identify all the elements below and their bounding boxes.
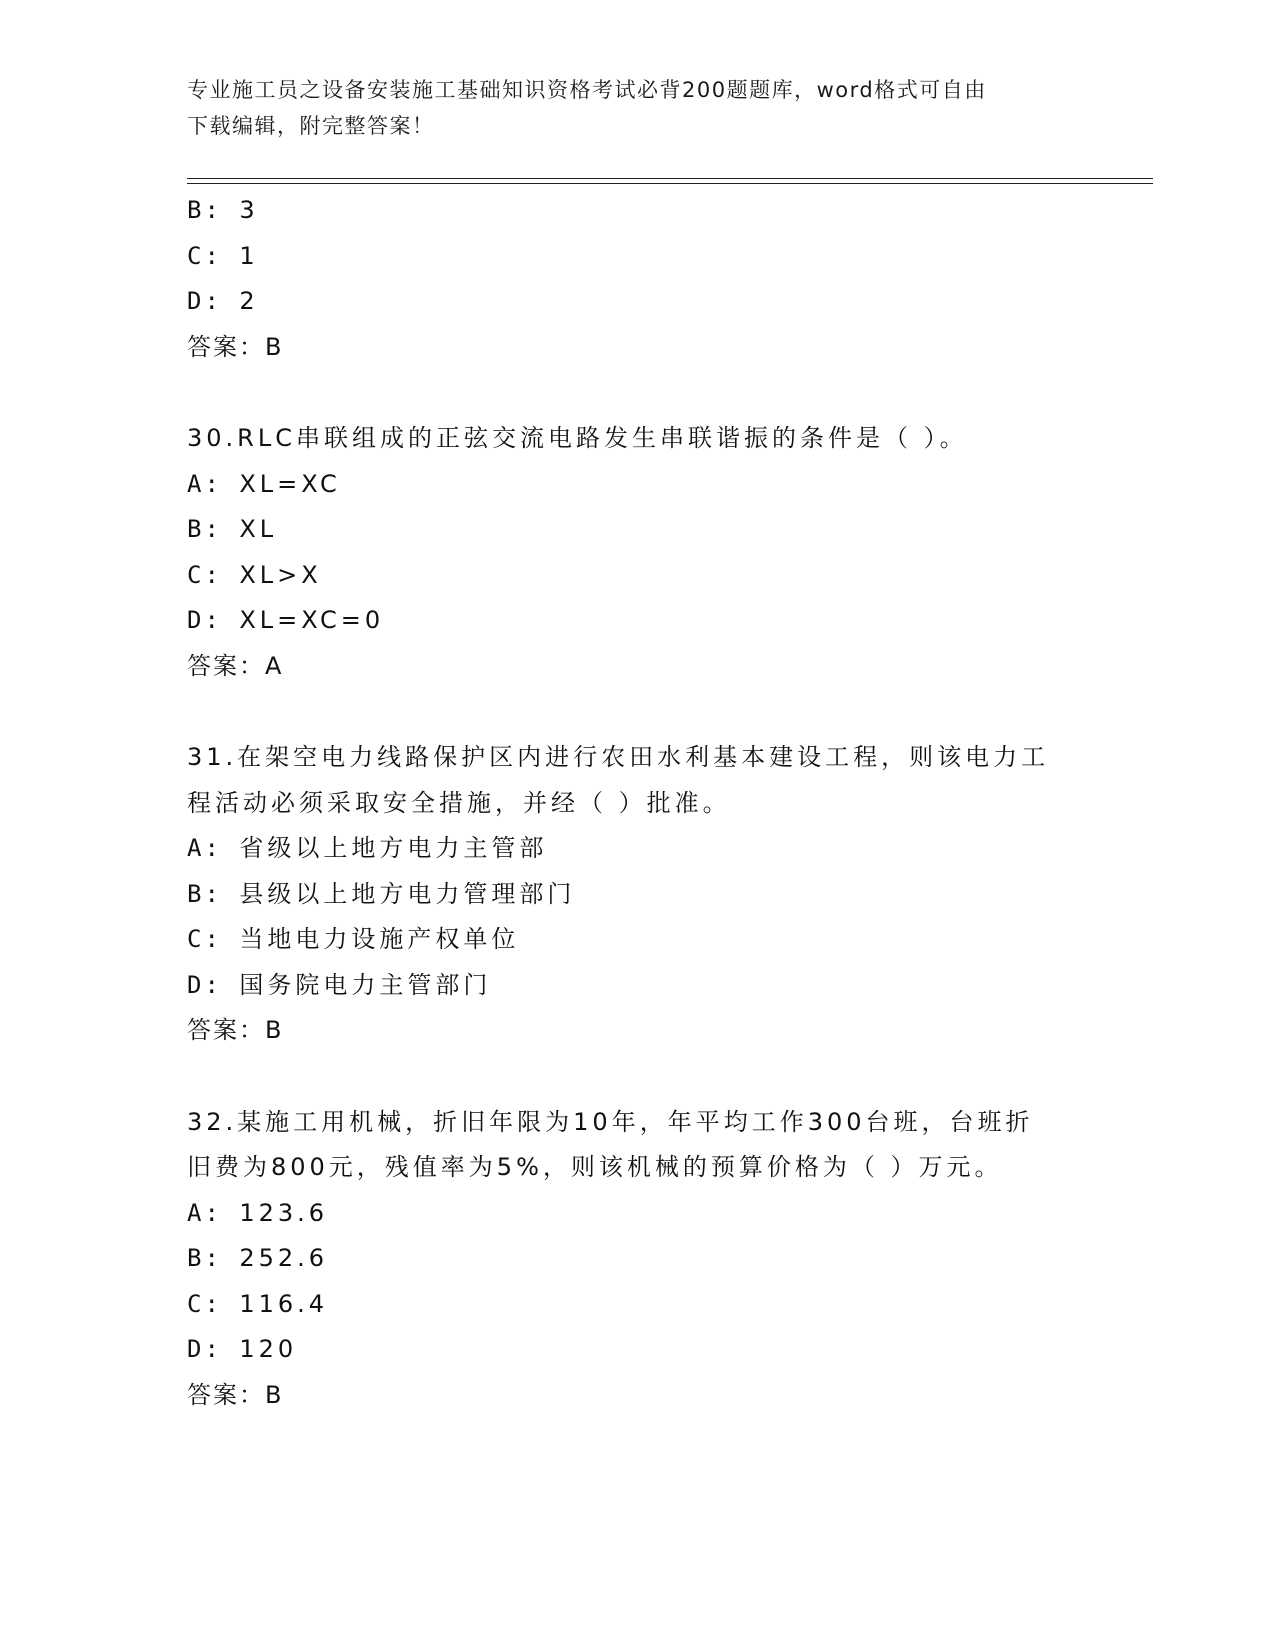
option-key: A: <box>187 1198 222 1227</box>
option-key: A: <box>187 469 222 498</box>
answer-line: 答案：A <box>187 651 284 680</box>
option-text: 国务院电力主管部门 <box>239 970 492 999</box>
option-key: C: <box>187 241 222 270</box>
option-line <box>187 917 1087 963</box>
option-line <box>187 553 1087 599</box>
option-line <box>187 1191 1087 1237</box>
option-line <box>187 188 1087 234</box>
option-key: B: <box>187 879 222 908</box>
option-key: C: <box>187 1289 222 1318</box>
question-stem: 30.RLC串联组成的正弦交流电路发生串联谐振的条件是（ ）。 <box>187 424 968 452</box>
option-key: C: <box>187 925 222 953</box>
option-key: D: <box>187 287 222 315</box>
option-text: 县级以上地方电力管理部门 <box>239 879 576 908</box>
option-text: 252.6 <box>239 1244 329 1272</box>
header-line-1: 专业施工员之设备安装施工基础知识资格考试必背200题题库，word格式可自由 <box>187 78 987 102</box>
option-line <box>187 1236 1087 1282</box>
option-text: 3 <box>239 196 259 224</box>
option-text: XL=XC=0 <box>239 606 385 634</box>
answer-line: 答案：B <box>187 1016 284 1044</box>
question-stem: 32.某施工用机械，折旧年限为10年，年平均工作300台班，台班折 <box>187 1107 1034 1136</box>
document-header <box>187 72 1087 144</box>
answer-line: 答案：B <box>187 1380 284 1409</box>
question-block-previous <box>187 188 1087 370</box>
option-text: 123.6 <box>239 1198 329 1227</box>
option-key: C: <box>187 560 222 589</box>
option-line <box>187 1327 1087 1373</box>
option-text: 116.4 <box>239 1289 329 1318</box>
option-text: XL <box>239 515 278 543</box>
option-line <box>187 507 1087 553</box>
option-line <box>187 963 1087 1009</box>
option-key: D: <box>187 1335 222 1363</box>
header-rule-top <box>187 178 1153 179</box>
option-key: D: <box>187 606 222 634</box>
question-block-30 <box>187 416 1087 689</box>
option-key: B: <box>187 196 222 224</box>
option-line <box>187 462 1087 508</box>
question-stem: 31.在架空电力线路保护区内进行农田水利基本建设工程，则该电力工 <box>187 743 1050 771</box>
option-key: B: <box>187 515 222 543</box>
option-line <box>187 1282 1087 1328</box>
question-stem: 旧费为800元，残值率为5%，则该机械的预算价格为（ ）万元。 <box>187 1153 1003 1181</box>
option-line <box>187 872 1087 918</box>
option-key: B: <box>187 1244 222 1272</box>
option-key: D: <box>187 970 222 999</box>
option-text: 当地电力设施产权单位 <box>239 925 520 953</box>
option-text: XL>X <box>239 560 322 589</box>
option-line <box>187 279 1087 325</box>
option-text: 1 <box>239 241 259 270</box>
option-line <box>187 234 1087 280</box>
option-key: A: <box>187 834 222 862</box>
question-stem: 程活动必须采取安全措施，并经（ ）批准。 <box>187 788 731 817</box>
option-text: 省级以上地方电力主管部 <box>239 834 548 862</box>
question-block-32 <box>187 1100 1087 1419</box>
header-line-2: 下载编辑，附完整答案！ <box>187 114 435 138</box>
option-text: 120 <box>239 1335 298 1363</box>
option-line <box>187 598 1087 644</box>
option-text: 2 <box>239 287 259 315</box>
header-rule-bottom <box>187 183 1153 184</box>
answer-line: 答案：B <box>187 332 284 361</box>
option-line <box>187 826 1087 872</box>
question-block-31 <box>187 735 1087 1054</box>
option-text: XL=XC <box>239 469 341 498</box>
question-list <box>187 188 1087 1418</box>
